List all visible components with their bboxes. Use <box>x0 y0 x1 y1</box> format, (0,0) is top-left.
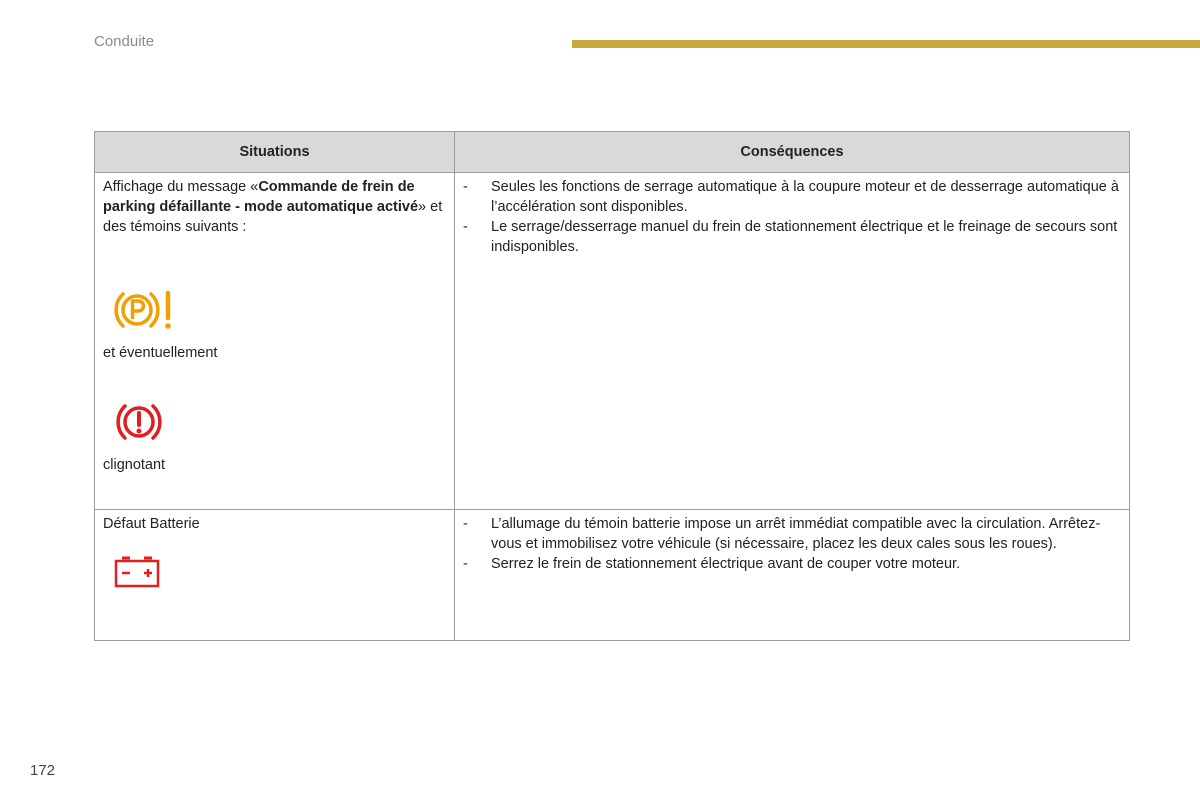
list-item <box>463 177 1121 217</box>
consequences-cell <box>455 173 1130 510</box>
bullet-dash: - <box>463 516 468 532</box>
situation-text-after: » et des témoins suivants : <box>103 199 443 235</box>
list-item <box>463 217 1121 257</box>
situation-battery-label: Défaut Batterie <box>103 516 200 532</box>
situation-message <box>103 177 446 237</box>
table-row <box>95 510 1130 641</box>
list-item-text: Le serrage/desserrage manuel du frein de stationnement électrique et le freinage de secours sont indisponibles. <box>491 219 1118 255</box>
parking-brake-fault-icon <box>113 289 179 331</box>
list-item-text: L’allumage du témoin batterie impose un arrêt immédiat compatible avec la circulation. Arrêtez-vous et immobilisez votre véhicule (si nécessaire, placez les deux cales sous les roues). <box>491 516 1101 552</box>
consequences-cell <box>455 510 1130 641</box>
bullet-dash: - <box>463 556 468 572</box>
list-item <box>463 554 1121 574</box>
situation-cell <box>95 173 455 510</box>
warning-table <box>94 131 1130 641</box>
table-header-row <box>95 132 1130 173</box>
situation-text-before: Affichage du message « <box>103 179 259 195</box>
header-accent-bar <box>572 40 1200 48</box>
brake-warning-icon <box>113 401 165 443</box>
bullet-dash: - <box>463 219 468 235</box>
column-header-consequences: Conséquences <box>455 132 1130 173</box>
list-item <box>463 514 1121 554</box>
battery-warning-icon <box>113 554 163 590</box>
section-title: Conduite <box>94 33 155 50</box>
situation-message-bold: Commande de frein de parking défaillante - mode automatique activé <box>103 179 419 215</box>
label-flashing: clignotant <box>103 457 166 473</box>
page-number: 172 <box>30 762 56 779</box>
column-header-situations: Situations <box>95 132 455 173</box>
label-optionally: et éventuellement <box>103 345 218 361</box>
consequences-list <box>463 177 1121 257</box>
table-row <box>95 173 1130 510</box>
situation-cell <box>95 510 455 641</box>
list-item-text: Serrez le frein de stationnement électrique avant de couper votre moteur. <box>491 556 961 572</box>
list-item-text: Seules les fonctions de serrage automatique à la coupure moteur et de desserrage automatique à l’accélération sont disponibles. <box>491 179 1119 215</box>
consequences-list <box>463 514 1121 574</box>
bullet-dash: - <box>463 179 468 195</box>
